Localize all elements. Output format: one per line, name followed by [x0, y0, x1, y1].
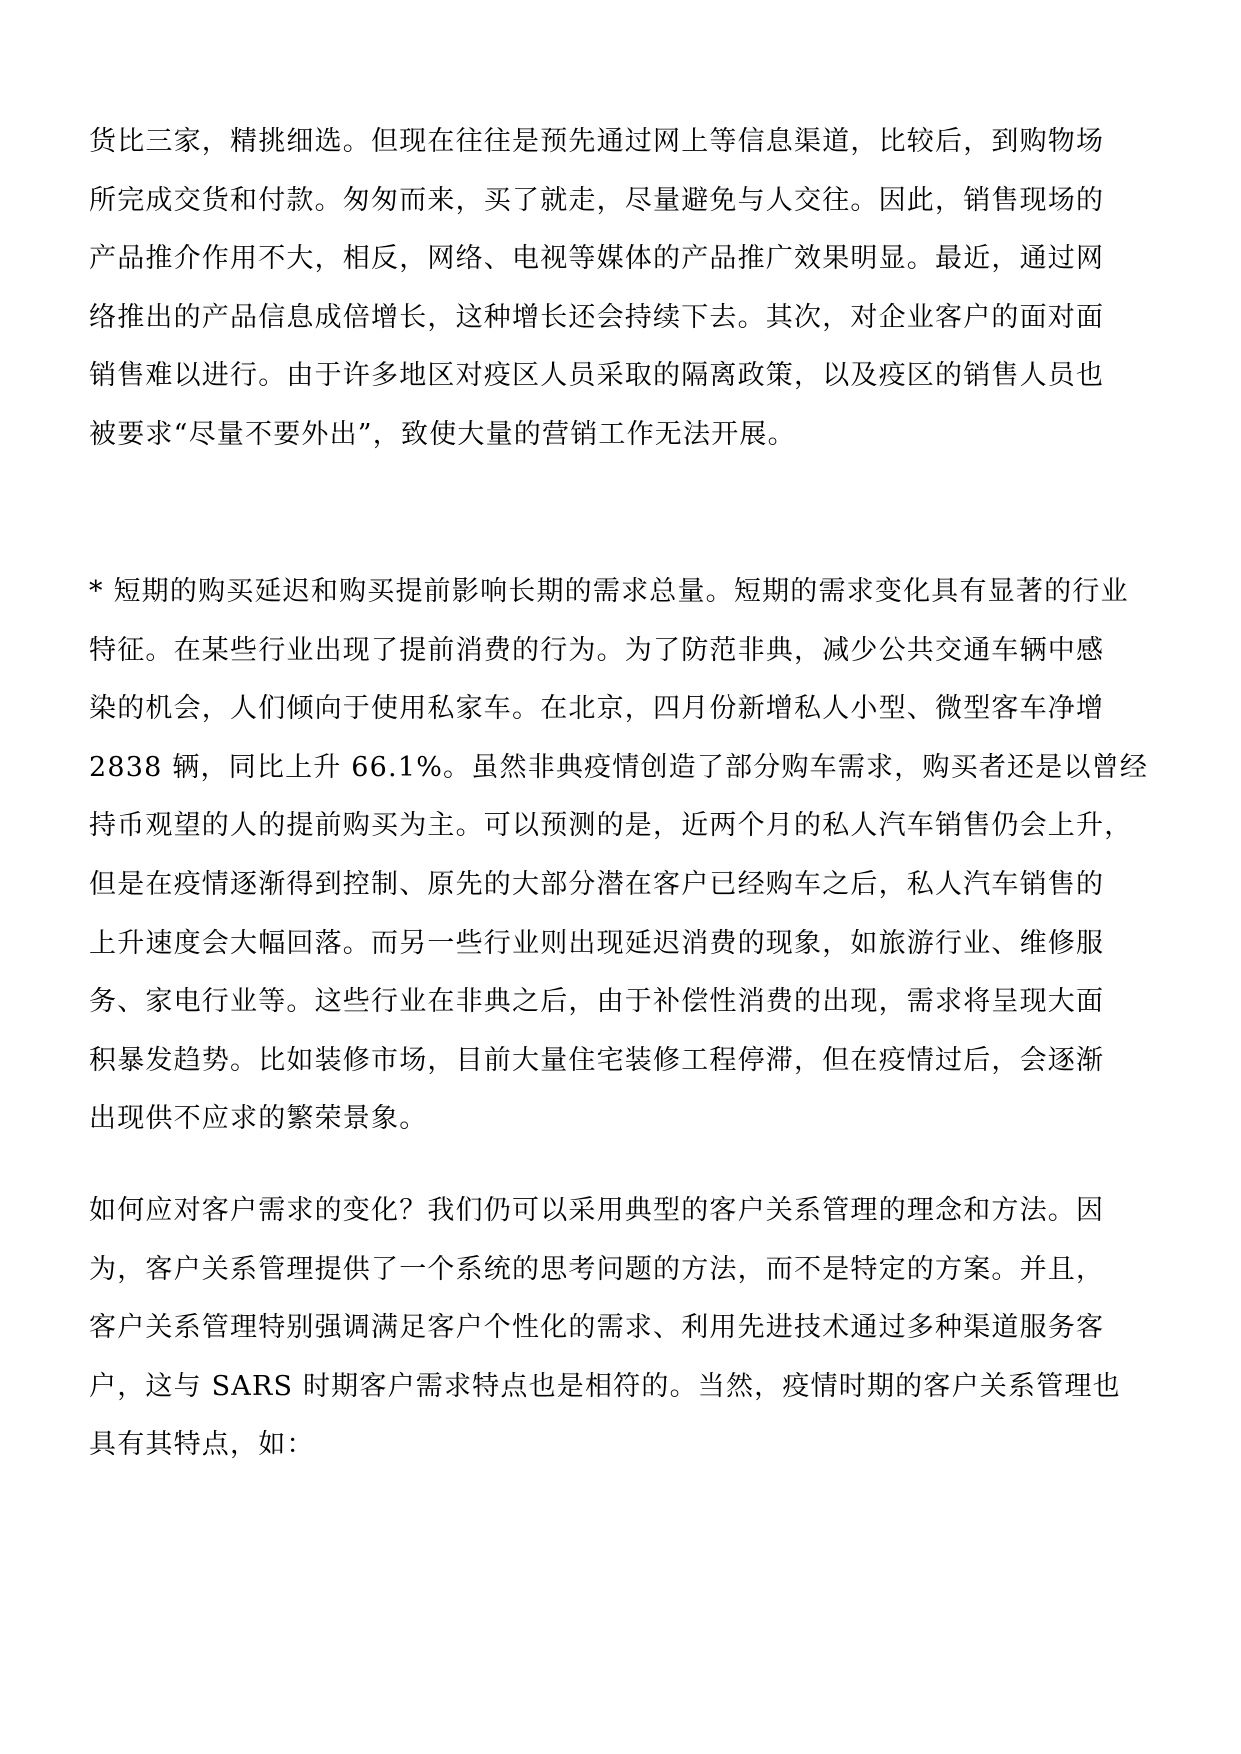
text-line: 积暴发趋势。比如装修市场，目前大量住宅装修工程停滞，但在疫情过后，会逐渐: [89, 1044, 1105, 1076]
paragraph-2: [89, 563, 1155, 1149]
paragraph-1: [89, 113, 1155, 465]
text-line: 络推出的产品信息成倍增长，这种增长还会持续下去。其次，对企业客户的面对面: [89, 301, 1105, 333]
text-line: 染的机会，人们倾向于使用私家车。在北京，四月份新增私人小型、微型客车净增: [89, 693, 1105, 725]
paragraph-3: [89, 1182, 1155, 1475]
text-line: 所完成交货和付款。匆匆而来，买了就走，尽量避免与人交往。因此，销售现场的: [89, 184, 1105, 216]
text-line: 产品推介作用不大，相反，网络、电视等媒体的产品推广效果明显。最近，通过网: [89, 243, 1105, 275]
text-line: 持币观望的人的提前购买为主。可以预测的是，近两个月的私人汽车销售仍会上升，: [89, 810, 1133, 842]
text-line: 户，这与 SARS 时期客户需求特点也是相符的。当然，疫情时期的客户关系管理也: [89, 1370, 1121, 1402]
text-line: 如何应对客户需求的变化？我们仍可以采用典型的客户关系管理的理念和方法。因: [89, 1195, 1105, 1226]
text-line: 上升速度会大幅回落。而另一些行业则出现延迟消费的现象，如旅游行业、维修服: [89, 927, 1105, 959]
text-line: 销售难以进行。由于许多地区对疫区人员采取的隔离政策，以及疫区的销售人员也: [89, 360, 1105, 392]
text-line: 特征。在某些行业出现了提前消费的行为。为了防范非典，减少公共交通车辆中感: [89, 634, 1105, 666]
text-line: 客户关系管理特别强调满足客户个性化的需求、利用先进技术通过多种渠道服务客: [89, 1312, 1105, 1344]
text-line: 但是在疫情逐渐得到控制、原先的大部分潜在客户已经购车之后，私人汽车销售的: [89, 868, 1105, 900]
text-line: 务、家电行业等。这些行业在非典之后，由于补偿性消费的出现，需求将呈现大面: [89, 986, 1105, 1018]
text-line: * 短期的购买延迟和购买提前影响长期的需求总量。短期的需求变化具有显著的行业: [89, 576, 1129, 607]
text-line: 具有其特点，如：: [89, 1429, 315, 1461]
text-line: 出现供不应求的繁荣景象。: [89, 1103, 428, 1135]
text-line: 2838 辆，同比上升 66.1%。虽然非典疫情创造了部分购车需求，购买者还是以曾经: [89, 751, 1149, 783]
text-line: 为，客户关系管理提供了一个系统的思考问题的方法，而不是特定的方案。并且，: [89, 1253, 1105, 1285]
text-line: 被要求“尽量不要外出”，致使大量的营销工作无法开展。: [89, 418, 796, 450]
text-line: 货比三家，精挑细选。但现在往往是预先通过网上等信息渠道，比较后，到购物场: [89, 126, 1105, 157]
